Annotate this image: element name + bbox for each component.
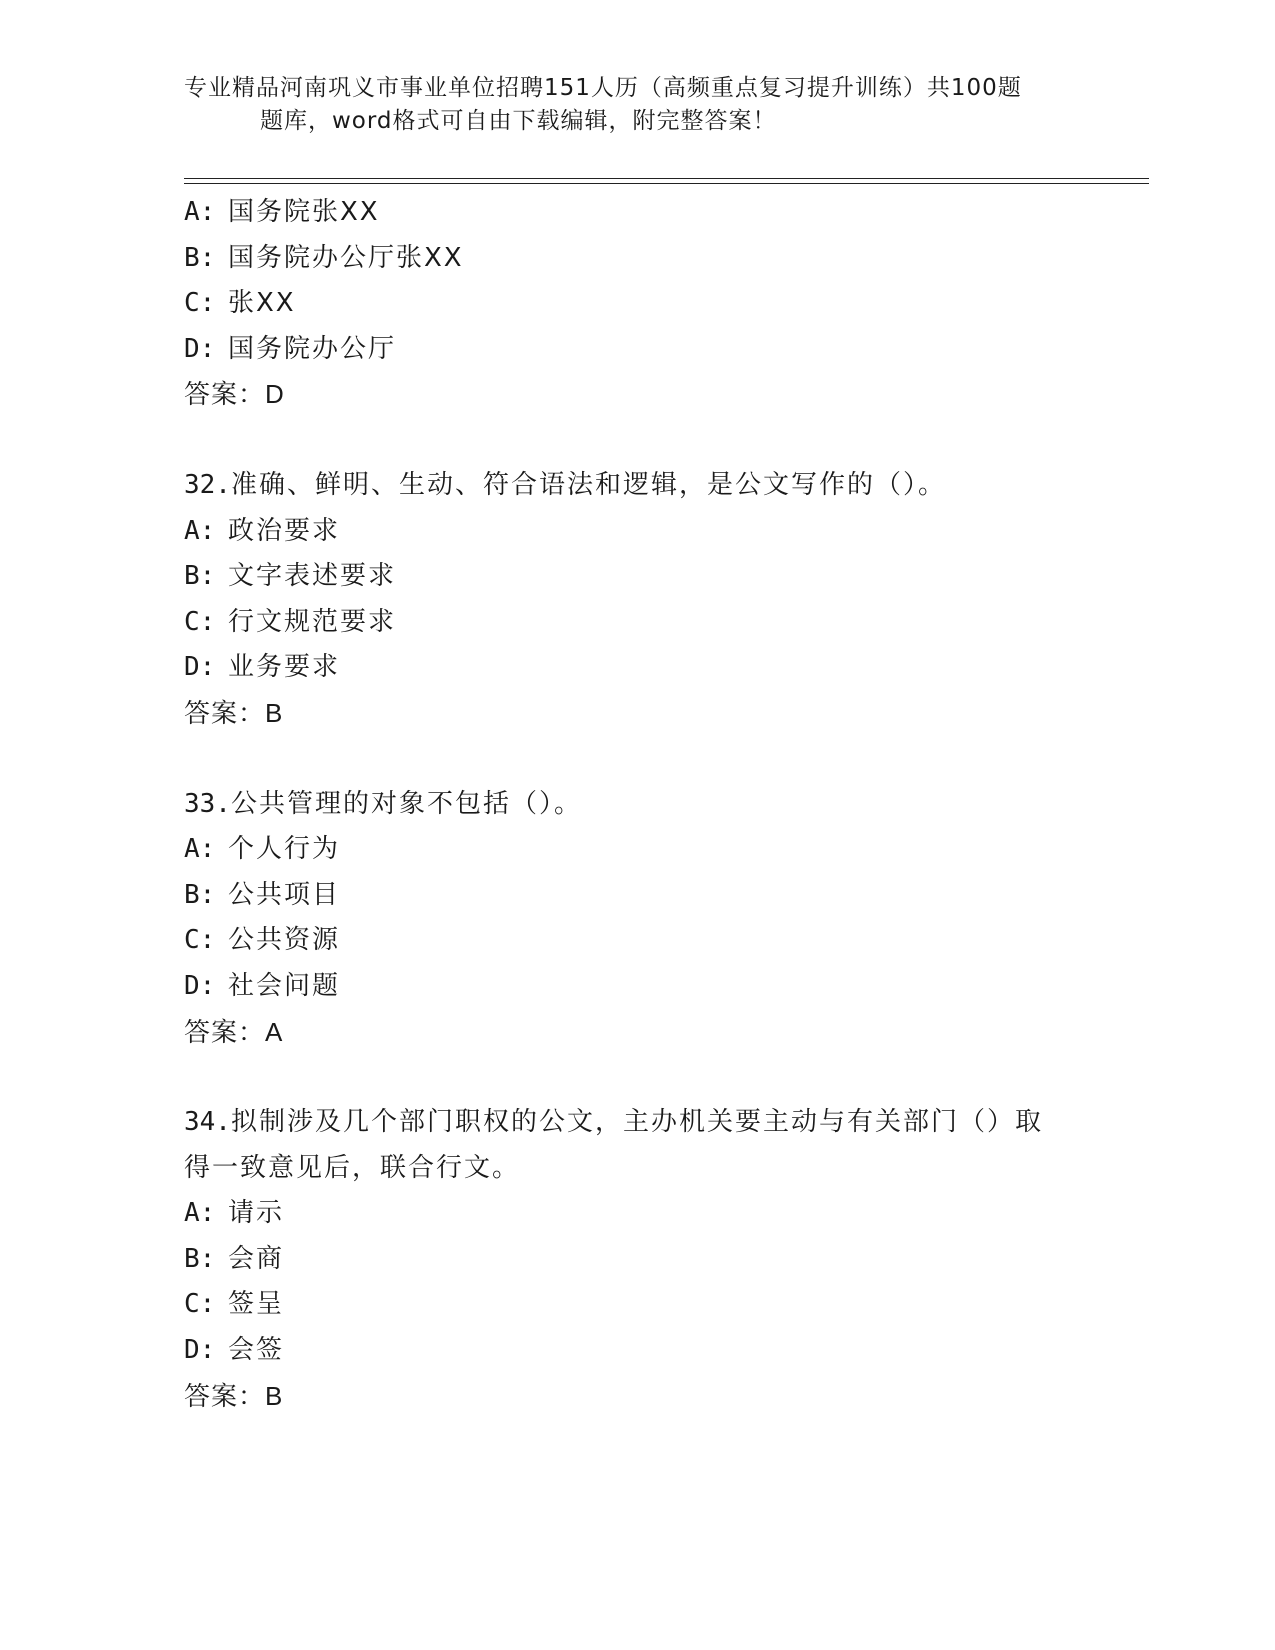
option-d: D: 业务要求	[184, 652, 341, 683]
option-b: B: 文字表述要求	[184, 561, 397, 592]
question-block-34	[184, 1100, 1084, 1419]
option-a: A: 国务院张XX	[184, 197, 380, 227]
answer-line: 答案：A	[184, 1016, 284, 1047]
option-c: C: 公共资源	[184, 925, 341, 956]
option-b: B: 公共项目	[184, 879, 341, 910]
option-a: A: 个人行为	[184, 834, 341, 865]
answer-line: 答案：B	[184, 1380, 284, 1411]
option-a: A: 政治要求	[184, 515, 341, 546]
option-c: C: 张XX	[184, 288, 296, 319]
option-c: C: 签呈	[184, 1289, 285, 1320]
question-block-prev	[184, 190, 1084, 418]
question-block-33	[184, 782, 1084, 1056]
question-list	[184, 190, 1084, 1419]
option-c: C: 行文规范要求	[184, 606, 397, 637]
option-a: A: 请示	[184, 1198, 285, 1229]
header-title-line-2: 题库，word格式可自由下载编辑，附完整答案！	[260, 108, 777, 134]
answer-line: 答案：B	[184, 697, 284, 728]
header-divider-top	[184, 178, 1149, 179]
option-b: B: 会商	[184, 1243, 285, 1274]
option-d: D: 会签	[184, 1335, 285, 1366]
header-divider-bottom	[184, 183, 1149, 184]
header-title-line-1: 专业精品河南巩义市事业单位招聘151人历（高频重点复习提升训练）共100题	[184, 75, 1022, 101]
option-b: B: 国务院办公厅张XX	[184, 242, 464, 273]
question-text: 32.准确、鲜明、生动、符合语法和逻辑，是公文写作的（）。	[184, 469, 946, 500]
document-header	[184, 72, 1064, 138]
question-text: 33.公共管理的对象不包括（）。	[184, 788, 582, 819]
question-block-32	[184, 463, 1084, 737]
answer-line: 答案：D	[184, 379, 285, 410]
option-d: D: 社会问题	[184, 970, 341, 1001]
question-text: 34.拟制涉及几个部门职权的公文，主办机关要主动与有关部门（）取得一致意见后，联合行文。	[184, 1107, 1043, 1183]
option-d: D: 国务院办公厅	[184, 333, 397, 364]
